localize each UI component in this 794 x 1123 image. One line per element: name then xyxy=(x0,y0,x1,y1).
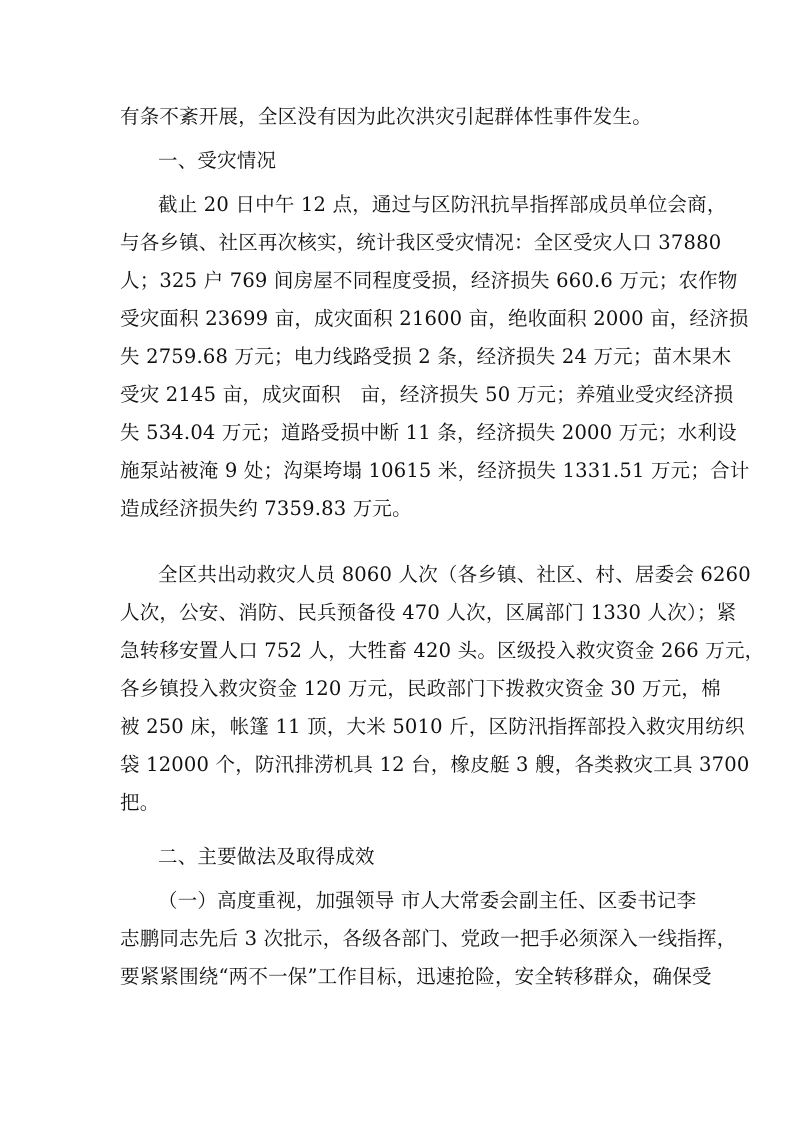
section-heading-main-measures: 二、主要做法及取得成效 xyxy=(158,845,375,868)
paragraph-line-8: 受灾 2145 亩，成灾面积 亩，经济损失 50 万元；养殖业受灾经济损 xyxy=(120,383,734,406)
paragraph-line-11: 造成经济损失约 7359.83 万元。 xyxy=(120,497,412,520)
paragraph-line-3: 截止 20 日中午 12 点，通过与区防汛抗旱指挥部成员单位会商， xyxy=(158,193,727,216)
paragraph-line-21: 志鹏同志先后 3 次批示，各级各部门、党政一把手必须深入一线指挥， xyxy=(120,927,737,950)
paragraph-line-17: 袋 12000 个，防汛排涝机具 12 台，橡皮艇 3 艘，各类救灾工具 3700 xyxy=(120,753,750,776)
paragraph-line-5: 人；325 户 769 间房屋不同程度受损，经济损失 660.6 万元；农作物 xyxy=(120,269,738,292)
section-heading-disaster-situation: 一、受灾情况 xyxy=(158,149,277,172)
paragraph-line-22: 要紧紧围绕“两不一保”工作目标，迅速抢险，安全转移群众，确保受 xyxy=(120,965,712,988)
paragraph-line-18: 把。 xyxy=(120,791,160,814)
paragraph-line-9: 失 534.04 万元；道路受损中断 11 条，经济损失 2000 万元；水利设 xyxy=(120,421,737,444)
paragraph-line-6: 受灾面积 23699 亩，成灾面积 21600 亩，绝收面积 2000 亩，经济损 xyxy=(120,307,749,330)
paragraph-line-7: 失 2759.68 万元；电力线路受损 2 条，经济损失 24 万元；苗木果木 xyxy=(120,345,732,368)
paragraph-line-10: 施泵站被淹 9 处；沟渠垮塌 10615 米，经济损失 1331.51 万元；合计 xyxy=(120,459,750,482)
paragraph-line-4: 与各乡镇、社区再次核实，统计我区受灾情况：全区受灾人口 37880 xyxy=(120,231,722,254)
paragraph-line-15: 各乡镇投入救灾资金 120 万元，民政部门下拨救灾资金 30 万元，棉 xyxy=(120,677,721,700)
paragraph-line-16: 被 250 床，帐篷 11 顶，大米 5010 斤，区防汛指挥部投入救灾用纺织 xyxy=(120,715,745,738)
paragraph-line-1: 有条不紊开展，全区没有因为此次洪灾引起群体性事件发生。 xyxy=(120,105,652,128)
paragraph-line-13: 人次，公安、消防、民兵预备役 470 人次，区属部门 1330 人次）；紧 xyxy=(120,601,737,624)
paragraph-line-20: （一）高度重视，加强领导 市人大常委会副主任、区委书记李 xyxy=(158,889,697,912)
paragraph-line-12: 全区共出动救灾人员 8060 人次（各乡镇、社区、村、居委会 6260 xyxy=(158,563,751,586)
paragraph-line-14: 急转移安置人口 752 人，大牲畜 420 头。区级投入救灾资金 266 万元， xyxy=(120,639,765,662)
